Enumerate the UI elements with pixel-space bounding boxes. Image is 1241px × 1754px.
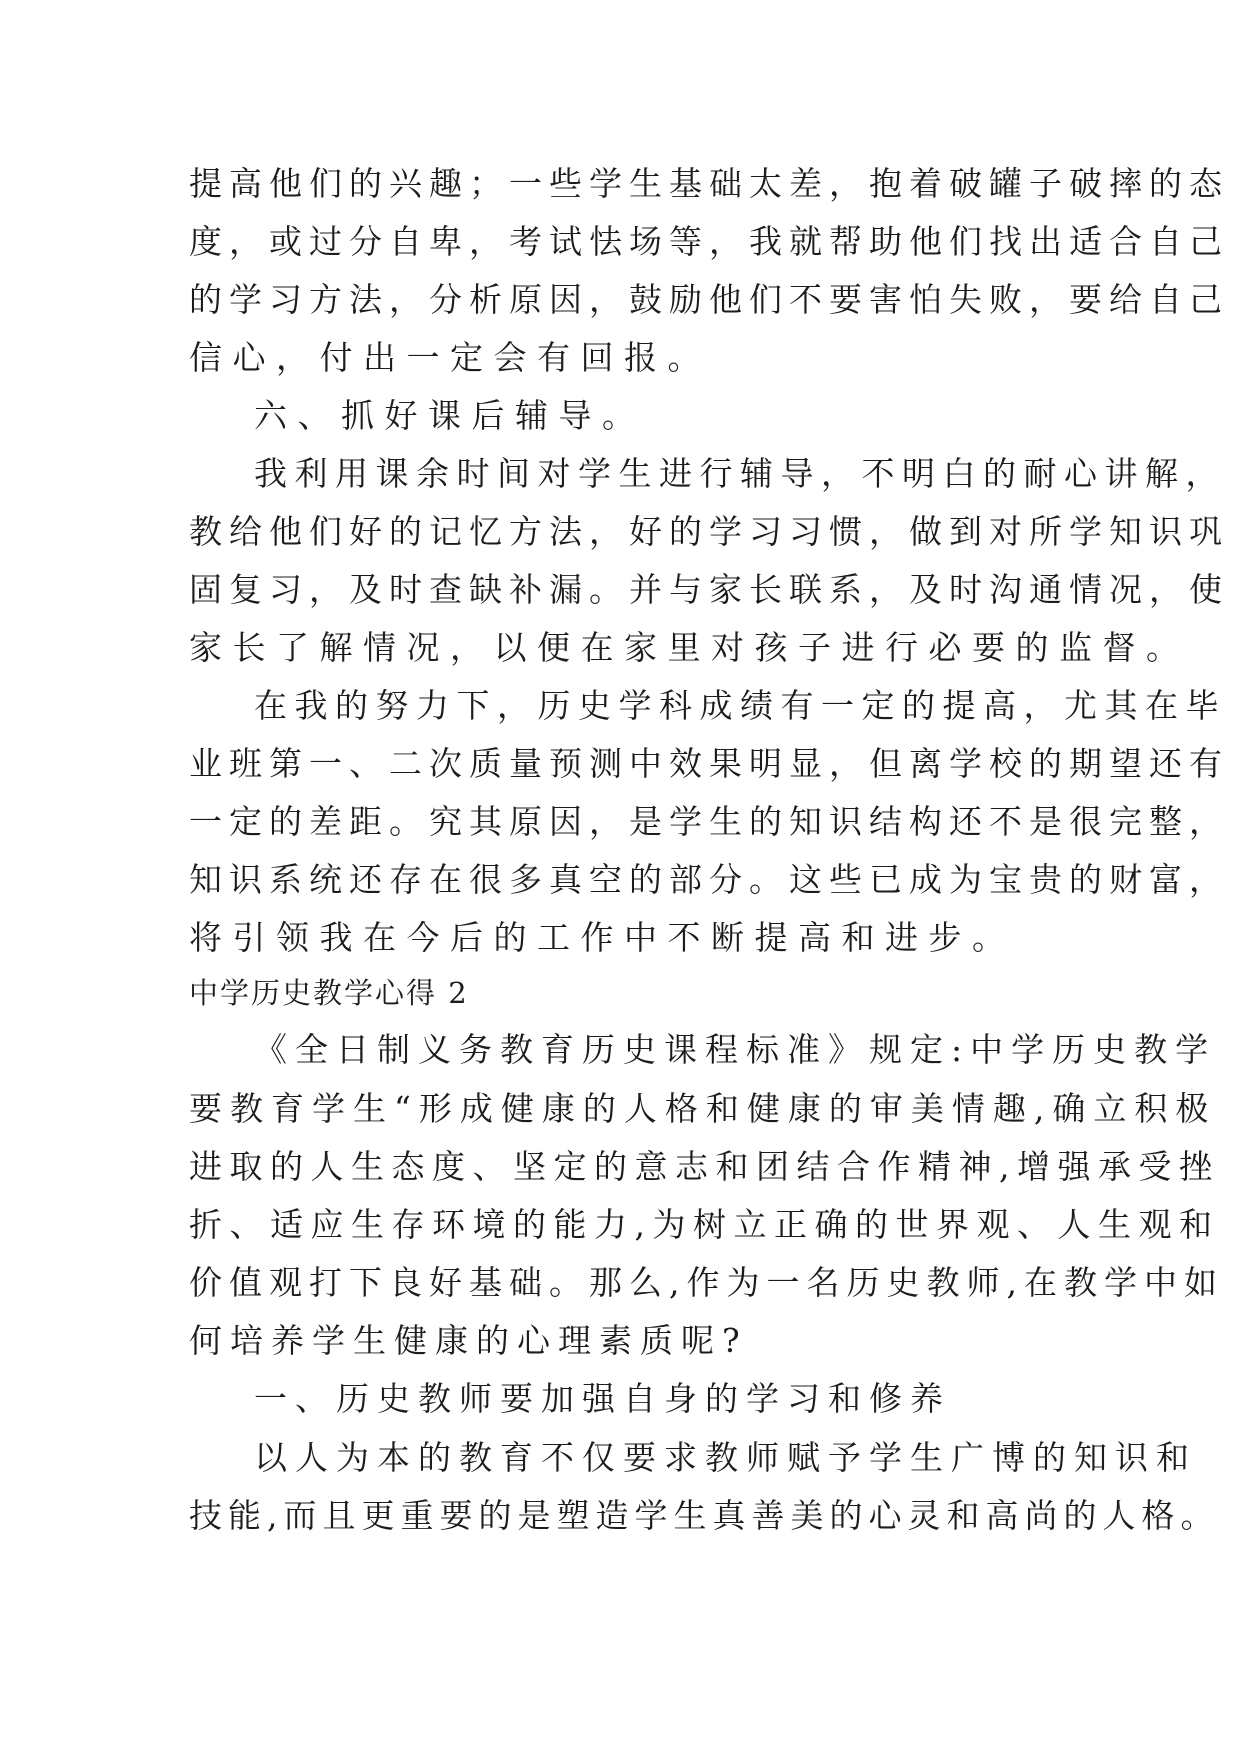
paragraph-line: 何培养学生健康的心理素质呢? — [189, 1321, 748, 1360]
paragraph-line: 在我的努力下，历史学科成绩有一定的提高，尤其在毕 — [254, 686, 1226, 725]
paragraph-line: 度，或过分自卑，考试怯场等，我就帮助他们找出适合自己 — [189, 222, 1229, 261]
paragraph-line: 要教育学生“形成健康的人格和健康的审美情趣,确立积极 — [189, 1089, 1217, 1128]
paragraph-line: 家长了解情况，以便在家里对孩子进行必要的监督。 — [189, 628, 1190, 667]
section-heading: 六、抓好课后辅导。 — [254, 396, 646, 435]
paragraph-line: 进取的人生态度、坚定的意志和团结合作精神,增强承受挫 — [189, 1147, 1220, 1186]
paragraph-line: 折、适应生存环境的能力,为树立正确的世界观、人生观和 — [189, 1205, 1220, 1244]
paragraph-line: 业班第一、二次质量预测中效果明显，但离学校的期望还有 — [189, 744, 1229, 783]
paragraph-line: 价值观打下良好基础。那么,作为一名历史教师,在教学中如 — [189, 1263, 1224, 1302]
paragraph-line: 将引领我在今后的工作中不断提高和进步。 — [189, 918, 1016, 957]
paragraph-line: 《全日制义务教育历史课程标准》规定:中学历史教学 — [254, 1030, 1217, 1069]
document-heading: 中学历史教学心得 2 — [189, 976, 469, 1010]
paragraph-line: 的学习方法，分析原因，鼓励他们不要害怕失败，要给自己 — [189, 280, 1229, 319]
paragraph-line: 信心，付出一定会有回报。 — [189, 338, 711, 377]
paragraph-line: 教给他们好的记忆方法，好的学习习惯，做到对所学知识巩 — [189, 512, 1229, 551]
paragraph-line: 提高他们的兴趣；一些学生基础太差，抱着破罐子破摔的态 — [189, 164, 1229, 203]
paragraph-line: 以人为本的教育不仅要求教师赋予学生广博的知识和 — [254, 1438, 1197, 1477]
paragraph-line: 知识系统还存在很多真空的部分。这些已成为宝贵的财富， — [189, 860, 1229, 899]
section-heading: 一、历史教师要加强自身的学习和修养 — [254, 1379, 951, 1418]
paragraph-line: 技能,而且更重要的是塑造学生真善美的心灵和高尚的人格。 — [189, 1496, 1220, 1535]
paragraph-line: 我利用课余时间对学生进行辅导，不明白的耐心讲解， — [254, 454, 1226, 493]
paragraph-line: 固复习，及时查缺补漏。并与家长联系，及时沟通情况，使 — [189, 570, 1229, 609]
paragraph-line: 一定的差距。究其原因，是学生的知识结构还不是很完整， — [189, 802, 1229, 841]
